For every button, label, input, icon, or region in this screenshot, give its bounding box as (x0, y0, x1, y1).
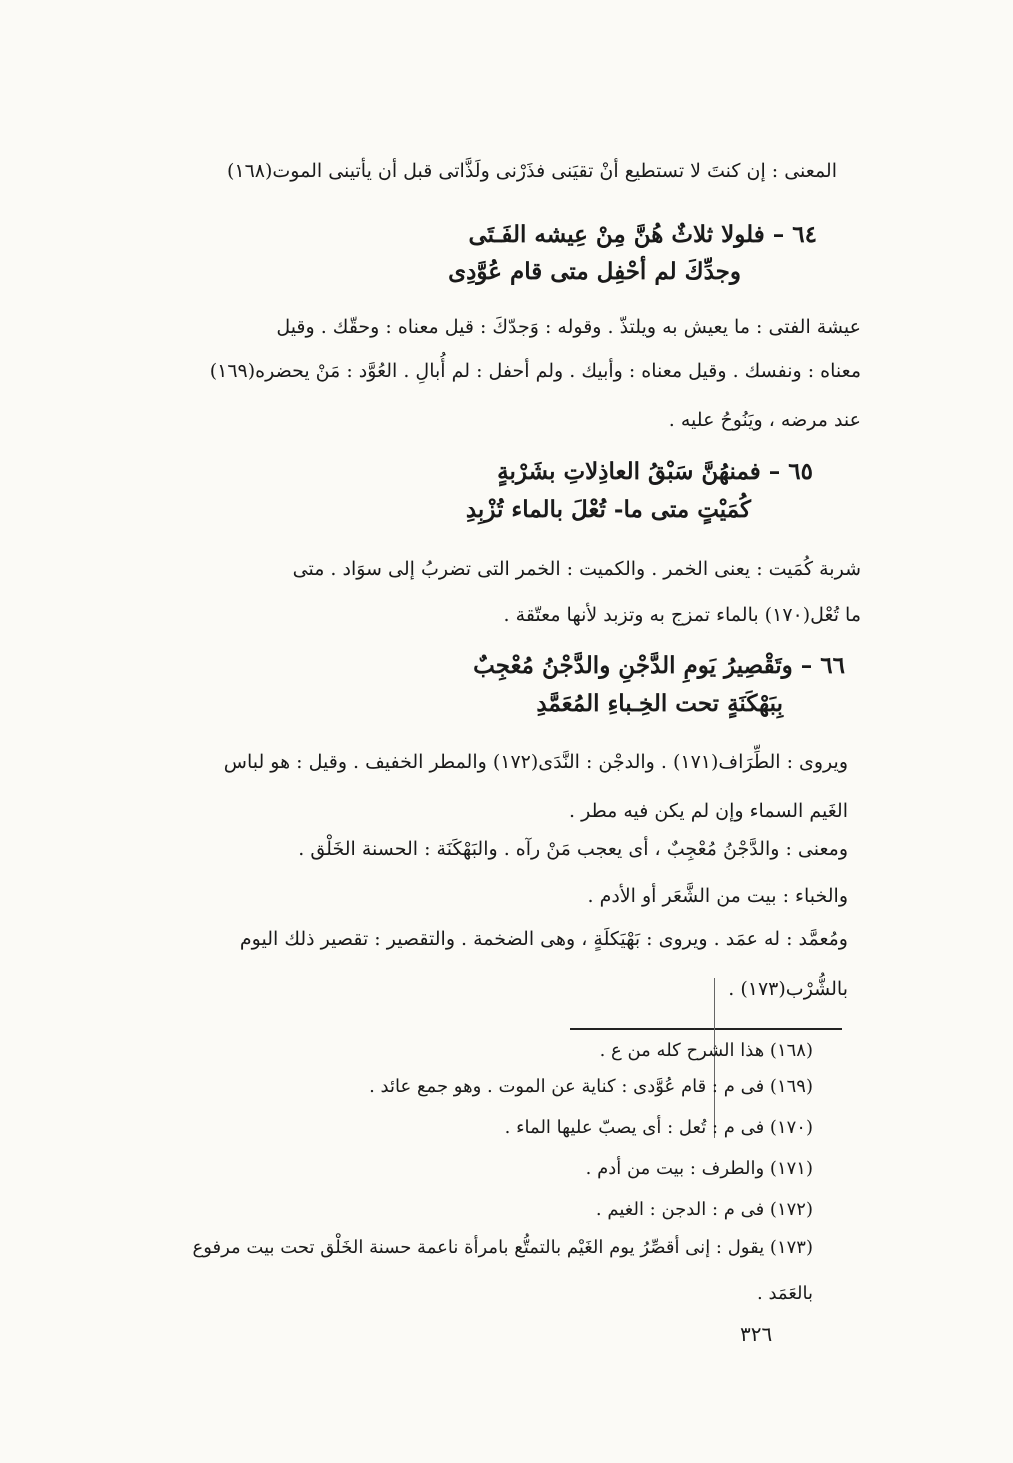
verse-65-line-2: كُمَيْتٍ متى ما- تُعْلَ بالماء تُزْبِدِ (465, 496, 751, 523)
commentary-66-line-3: ومعنى : والدَّجْنُ مُعْجِبٌ ، أى يعجب مَنْ رآه . والبَهْكَنَة : الحسنة الخَلْق . (298, 838, 848, 860)
verse-66-line-1: ٦٦ – وتَقْصِيرُ يَومِ الدَّجْنِ والدَّجْنُ مُعْجِبٌ (473, 652, 845, 679)
commentary-66-line-1: ويروى : الطِّرَاف(١٧١) . والدجْن : النَّدَى(١٧٢) والمطر الخفيف . وقيل : هو لباس (223, 751, 848, 773)
commentary-66-line-4: والخباء : بيت من الشَّعَر أو الأدم . (587, 885, 848, 907)
footnote-173: (١٧٣) يقول : إنى أقصِّرُ يوم الغَيْم بالتمتُّع بامرأة ناعمة حسنة الخَلْق تحت بيت مرفوع (192, 1237, 813, 1258)
commentary-65-line-2: ما تُعْل(١٧٠) بالماء تمزج به وتزبد لأنها معتّقة . (503, 604, 861, 626)
commentary-65-line-1: شربة كُمَيت : يعنى الخمر . والكميت : الخمر التى تضربُ إلى سوَاد . متى (292, 558, 861, 580)
footnote-172: (١٧٢) فى م : الدجن : الغيم . (595, 1199, 813, 1220)
verse-66-line-2: بِبَهْكَنَةٍ تحت الخِـباءِ المُعَمَّدِ (536, 690, 783, 717)
verse-64-line-2: وجدِّكَ لم أحْفِل متى قام عُوَّدِى (448, 258, 741, 285)
verse-64-line-1: ٦٤ – فلولا ثلاثٌ هُنَّ مِنْ عِيشه الفَـتَى (468, 221, 817, 248)
commentary-66-line-2: الغَيم السماء وإن لم يكن فيه مطر . (569, 800, 848, 822)
commentary-64-line-3: عند مرضه ، ويَنُوحُ عليه . (668, 409, 861, 431)
footnote-168: (١٦٨) هذا الشرح كله من ع . (599, 1040, 813, 1061)
footnote-divider (570, 1028, 842, 1030)
verse-65-line-1: ٦٥ – فمنهُنَّ سَبْقُ العاذِلاتِ بشَرْبةٍ (497, 458, 813, 485)
footnote-169: (١٦٩) فى م : قام عُوَّدى : كناية عن الموت . وهو جمع عائد . (369, 1076, 813, 1097)
page-number: ٣٢٦ (740, 1322, 773, 1346)
intro-line: المعنى : إن كنتَ لا تستطيع أنْ تقيَنى فذَرْنى ولَذَّاتى قبل أن يأتينى الموت(١٦٨) (226, 160, 837, 182)
footnote-173-continued: بالعَمَد . (757, 1283, 813, 1304)
commentary-66-line-6: بالشُّرْب(١٧٣) . (728, 978, 848, 1000)
commentary-64-line-1: عيشة الفتى : ما يعيش به ويلتذّ . وقوله : وَجدّكَ : قيل معناه : وحقّك . وقيل (276, 316, 861, 338)
commentary-66-line-5: ومُعمَّد : له عمَد . ويروى : بَهْيَكلَةٍ ، وهى الضخمة . والتقصير : تقصير ذلك اليوم (239, 928, 848, 950)
footnote-170: (١٧٠) فى م : تُعل : أى يصبّ عليها الماء . (504, 1117, 813, 1138)
commentary-64-line-2: معناه : ونفسك . وقيل معناه : وأبيك . ولم أحفل : لم أُبالِ . العُوَّد : مَنْ يحضره(١٦٩) (209, 360, 861, 382)
footnote-171: (١٧١) والطرف : بيت من أدم . (585, 1158, 813, 1179)
